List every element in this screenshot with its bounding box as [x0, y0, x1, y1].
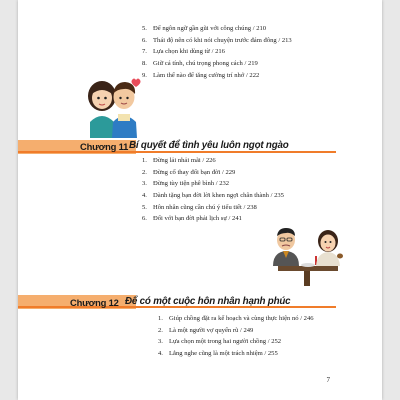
- toc-entry-number: 1.: [158, 315, 163, 322]
- toc-entry-number: 6.: [142, 215, 147, 223]
- toc-entry-number: 7.: [142, 48, 147, 56]
- toc-entry: [142, 192, 337, 201]
- toc-entry-text: Đừng tùy tiện phê bình / 232: [153, 180, 230, 188]
- toc-entry-number: 2.: [142, 168, 147, 176]
- toc-entry: [142, 60, 337, 69]
- toc-entry: [142, 180, 337, 189]
- toc-entry-number: 5.: [142, 25, 147, 32]
- cartoon-couple-illustration: [84, 72, 144, 138]
- toc-entry-text: Để ngôn ngữ gần gũi với công chúng / 210: [153, 25, 267, 32]
- chapter-11-rule: [18, 151, 336, 153]
- toc-entry-number: 6.: [142, 36, 147, 44]
- toc-entry-text: Hôn nhân cũng cần chú ý tiểu tiết / 238: [153, 203, 257, 211]
- toc-entry-number: 8.: [142, 60, 147, 68]
- toc-list-continued: [142, 25, 337, 83]
- toc-entry-number: 1.: [142, 157, 147, 164]
- toc-entry-text: Lựa chọn một trong hai người chồng / 252: [169, 338, 282, 346]
- toc-entry-text: Là một người vợ quyến rũ / 249: [169, 326, 254, 334]
- toc-list-chapter-11: [142, 157, 337, 227]
- toc-entry: [142, 204, 337, 213]
- chapter-11-label: Chương 11: [80, 141, 129, 152]
- toc-entry: [158, 338, 338, 347]
- toc-entry: [142, 48, 337, 57]
- toc-entry: [142, 157, 337, 166]
- toc-entry-text: Dành tặng bạn đời lời khen ngợi chân thành / 235: [153, 192, 284, 200]
- toc-entry: [142, 25, 337, 34]
- toc-entry-text: Đối với bạn đời phải lịch sự / 241: [153, 215, 242, 223]
- toc-entry: [142, 169, 337, 178]
- chapter-12-title: Để có một cuộc hôn nhân hạnh phúc: [125, 296, 291, 307]
- toc-entry-text: Giúp chồng đặt ra kế hoạch và cùng thực hiện nó / 246: [169, 315, 314, 322]
- toc-entry-text: Đừng lải nhải mãi / 226: [153, 157, 216, 164]
- toc-entry-text: Lắng nghe cũng là một trách nhiệm / 255: [169, 350, 278, 358]
- toc-entry-number: 2.: [158, 326, 163, 334]
- chapter-12-label: Chương 12: [70, 297, 119, 308]
- toc-entry-number: 3.: [142, 180, 147, 188]
- page-number: 7: [326, 376, 330, 384]
- toc-entry-text: Thái độ nên có khi nói chuyện trước đám đông / 213: [153, 36, 292, 44]
- toc-entry: [142, 72, 337, 81]
- toc-entry: [142, 37, 337, 46]
- toc-entry: [158, 315, 338, 324]
- toc-entry-number: 5.: [142, 203, 147, 211]
- toc-entry-number: 9.: [142, 71, 147, 79]
- toc-entry: [158, 327, 338, 336]
- toc-list-chapter-12: [158, 315, 338, 362]
- toc-entry-number: 4.: [142, 192, 147, 200]
- chapter-11-title: Bí quyết để tình yêu luôn ngọt ngào: [129, 140, 289, 151]
- toc-entry-number: 3.: [158, 338, 163, 346]
- cartoon-dinner-couple-illustration: [268, 222, 348, 288]
- toc-entry-number: 4.: [158, 350, 163, 358]
- toc-entry-text: Lựa chọn khi dùng từ / 216: [153, 48, 225, 56]
- toc-entry-text: Làm thế nào để tăng cường trí nhớ / 222: [153, 71, 260, 79]
- toc-entry-text: Đừng cố thay đổi bạn đời / 229: [153, 168, 236, 176]
- toc-entry-text: Giữ cá tính, chú trọng phong cách / 219: [153, 60, 258, 68]
- toc-entry: [158, 350, 338, 359]
